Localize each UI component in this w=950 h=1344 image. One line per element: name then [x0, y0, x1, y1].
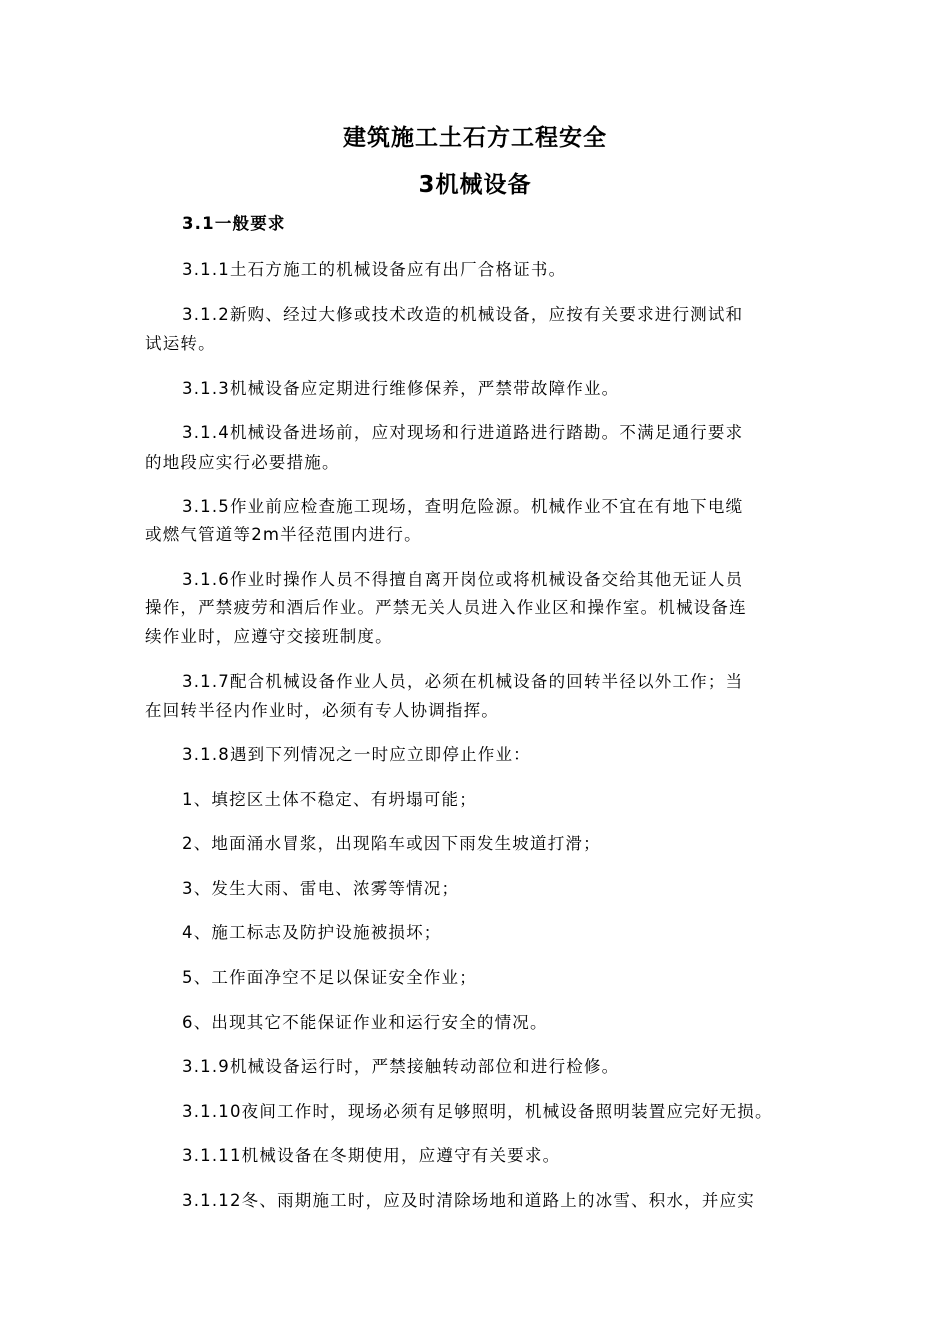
chapter-heading: 3机械设备: [418, 172, 532, 198]
list-item: 6、出现其它不能保证作业和运行安全的情况。: [182, 1013, 548, 1032]
paragraph-line: 3.1.9机械设备运行时，严禁接触转动部位和进行检修。: [182, 1057, 620, 1076]
paragraph-line: 的地段应实行必要措施。: [145, 453, 340, 472]
list-item: 2、地面涌水冒浆，出现陷车或因下雨发生坡道打滑；: [182, 834, 601, 853]
paragraph-line: 3.1.8遇到下列情况之一时应立即停止作业：: [182, 745, 531, 764]
list-item: 5、工作面净空不足以保证安全作业；: [182, 968, 477, 987]
paragraph-line: 或燃气管道等2m半径范围内进行。: [145, 525, 422, 544]
paragraph-line: 续作业时，应遵守交接班制度。: [145, 627, 393, 646]
list-item: 3、发生大雨、雷电、浓雾等情况；: [182, 879, 460, 898]
paragraph-line: 在回转半径内作业时，必须有专人协调指挥。: [145, 701, 499, 720]
document-title: 建筑施工土石方工程安全: [343, 125, 607, 151]
list-item: 1、填挖区土体不稳定、有坍塌可能；: [182, 790, 477, 809]
paragraph-line: 3.1.4机械设备进场前，应对现场和行进道路进行踏勘。不满足通行要求: [182, 423, 744, 442]
paragraph-line: 3.1.11机械设备在冬期使用，应遵守有关要求。: [182, 1146, 561, 1165]
paragraph-line: 3.1.1土石方施工的机械设备应有出厂合格证书。: [182, 260, 567, 279]
paragraph-line: 试运转。: [145, 334, 216, 353]
section-heading: 3.1一般要求: [182, 214, 286, 233]
paragraph-line: 3.1.12冬、雨期施工时，应及时清除场地和道路上的冰雪、积水，并应实: [182, 1191, 755, 1210]
paragraph-line: 3.1.10夜间工作时，现场必须有足够照明，机械设备照明装置应完好无损。: [182, 1102, 773, 1121]
paragraph-line: 3.1.2新购、经过大修或技术改造的机械设备，应按有关要求进行测试和: [182, 305, 744, 324]
paragraph-line: 3.1.7配合机械设备作业人员，必须在机械设备的回转半径以外工作；当: [182, 672, 744, 691]
list-item: 4、施工标志及防护设施被损坏；: [182, 923, 442, 942]
paragraph-line: 3.1.6作业时操作人员不得擅自离开岗位或将机械设备交给其他无证人员: [182, 570, 744, 589]
paragraph-line: 3.1.5作业前应检查施工现场，查明危险源。机械作业不宜在有地下电缆: [182, 497, 744, 516]
paragraph-line: 操作，严禁疲劳和酒后作业。严禁无关人员进入作业区和操作室。机械设备连: [145, 598, 747, 617]
paragraph-line: 3.1.3机械设备应定期进行维修保养，严禁带故障作业。: [182, 379, 620, 398]
